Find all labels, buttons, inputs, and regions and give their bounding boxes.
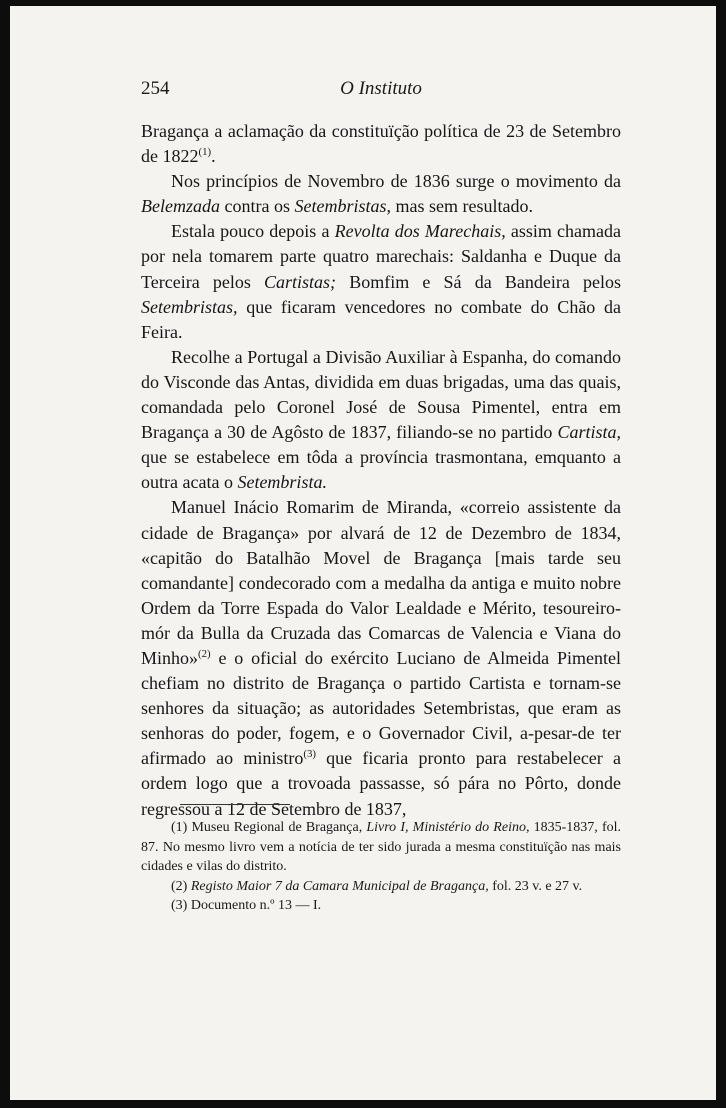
italic-term: Livro I, Ministério do Reino, — [366, 820, 530, 835]
footnote-2 — [141, 877, 621, 897]
footnote-3 — [141, 896, 621, 916]
footnote-marker: (1) — [171, 820, 188, 835]
italic-term: Setembristas, — [294, 196, 391, 217]
italic-term: Cartista, — [557, 422, 621, 443]
footnotes — [141, 818, 621, 916]
page-number: 254 — [141, 78, 170, 99]
text-span: 1835-1837, fol. 87. No mesmo livro vem a notícia de ter sido jurada a mesma constituïção nas mais cidades e vilas do distrito. — [141, 820, 622, 874]
text-span: e o oficial do exército Luciano de Almeida Pimentel chefiam no distrito de Bragança o partido Cartista e tornam-se senhores da situação; as autoridades Setembristas, que eram as senhoras do poder, fogem, e o Governador Civil, a-pesar-de ter afirmado ao ministro — [141, 647, 621, 769]
running-title: O Instituto — [340, 78, 422, 99]
footnote-ref: (2) — [198, 647, 211, 660]
text-span: Museu Regional de Bragança, — [187, 820, 367, 835]
text-span: Bragança a aclamação da constituïção política de 23 de Setembro de 1822 — [141, 121, 621, 167]
paragraph — [141, 345, 621, 496]
text-span: que ficaram vencedores no combate do Chão da Feira. — [141, 296, 621, 342]
page-header — [141, 78, 621, 102]
text-span: Documento n.º 13 — I. — [187, 898, 322, 913]
footnote-ref: (1) — [198, 146, 212, 159]
footnote-divider — [180, 804, 290, 805]
italic-term: Setembrista. — [237, 472, 327, 493]
footnote-marker: (2) — [171, 878, 188, 894]
text-span: assim chamada por nela tomarem parte quatro marechais: Saldanha e Duque da Terceira pelos — [141, 221, 621, 292]
text-span: mas sem resultado. — [390, 196, 533, 217]
footnote-ref: (3) — [303, 748, 316, 761]
italic-term: Setembristas, — [141, 296, 238, 317]
text-span: Manuel Inácio Romarim de Miranda, «correio assistente da cidade de Bragança» por alvará de 12 de Dezembro de 1834, «capitão do Batalhão Movel de Bragança [mais tarde seu comandante] condecorado com a medalha da antiga e muito nobre Ordem da Torre Espada do Valor Lealdade e Mérito, tesoureiro-mór da Bulla da Cruzada das Comarcas de Valencia e Viana do Minho» — [141, 497, 621, 668]
text-span: que ficaria pronto para restabelecer a ordem logo que a trovoada passasse, só pára no Pôrto, donde regressou a 12 de Setembro de 1837, — [141, 748, 621, 819]
paragraph — [141, 119, 621, 169]
footnote-1 — [141, 818, 621, 877]
text-span: Recolhe a Portugal a Divisão Auxiliar à Espanha, do comando do Visconde das Antas, dividida em duas brigadas, uma das quais, comandada pelo Coronel José de Sousa Pimentel, entra em Bragança a 30 de Agôsto de 1837, filiando-se no partido — [141, 346, 621, 443]
paragraph — [141, 495, 621, 821]
italic-term: Registo Maior 7 da Camara Municipal de Bragança, — [187, 878, 489, 894]
italic-term: Revolta dos Marechais, — [334, 221, 506, 242]
text-span: que se estabelece em tôda a província trasmontana, emquanto a outra acata o — [141, 447, 621, 493]
italic-term: Belemzada — [141, 196, 220, 217]
text-span: Bomfim e Sá da Bandeira pelos — [336, 271, 621, 292]
text-span: . — [211, 146, 216, 167]
text-span: contra os — [219, 196, 295, 217]
paragraph — [141, 169, 621, 219]
footnote-marker: (3) — [171, 898, 188, 913]
text-span: Nos princípios de Novembro de 1836 surge o movimento da — [171, 171, 621, 192]
text-span: fol. 23 v. e 27 v. — [488, 878, 583, 894]
body-text — [141, 119, 621, 822]
text-span: Estala pouco depois a — [171, 221, 335, 242]
italic-term: Cartistas; — [264, 271, 337, 292]
book-page — [10, 6, 716, 1100]
paragraph — [141, 219, 621, 344]
